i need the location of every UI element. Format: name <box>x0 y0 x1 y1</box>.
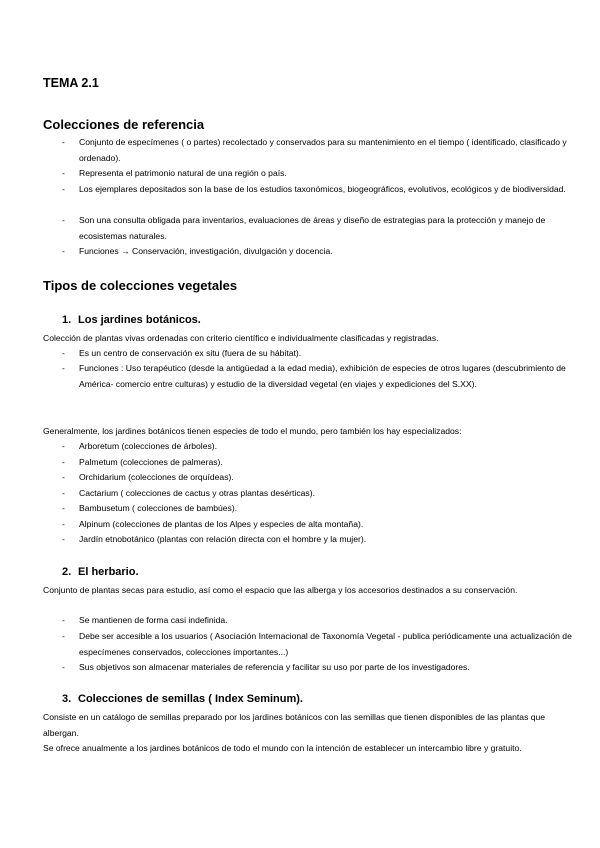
bullet-dash: - <box>62 168 65 178</box>
list-item: Son una consulta obligada para inventarios, evaluaciones de áreas y diseño de estrategias para la protección y manejo de ecosistemas naturales. <box>79 215 546 241</box>
list-item: Alpinum (colecciones de plantas de los Alpes y especies de alta montaña). <box>79 519 364 529</box>
bullet-dash: - <box>62 348 65 358</box>
list-item: Palmetum (colecciones de palmeras). <box>79 457 223 467</box>
document-title: TEMA 2.1 <box>43 76 99 90</box>
bullet-dash: - <box>62 631 65 641</box>
subsection-heading-jardines <box>62 314 201 326</box>
list-item: Debe ser accesible a los usuarios ( Asociación Internacional de Taxonomía Vegetal - publica periódicamente una actualización de especímenes conservados, colecciones importantes...) <box>79 631 572 657</box>
list-item: Se mantienen de forma casi indefinida. <box>79 615 228 625</box>
bullet-dash: - <box>62 503 65 513</box>
subsection-heading-semillas <box>62 693 303 705</box>
section-heading-referencia: Colecciones de referencia <box>43 117 205 132</box>
bullet-dash: - <box>62 457 65 467</box>
bullet-dash: - <box>62 363 65 373</box>
bullet-dash: - <box>62 215 65 225</box>
bullet-dash: - <box>62 488 65 498</box>
list-item: Jardín etnobotánico (plantas con relación directa con el hombre y la mujer). <box>79 534 367 544</box>
bullet-dash: - <box>62 472 65 482</box>
paragraph: Consiste en un catálogo de semillas preparado por los jardines botánicos con las semillas que tienen disponibles de las plantas que albergan. <box>43 712 546 738</box>
bullet-dash: - <box>62 534 65 544</box>
list-item: Orchidarium (colecciones de orquídeas). <box>79 472 234 482</box>
paragraph: Colección de plantas vivas ordenadas con criterio científico e individualmente clasificadas y registradas. <box>43 333 439 343</box>
paragraph: Generalmente, los jardines botánicos tienen especies de todo el mundo, pero también los hay especializados: <box>43 426 462 436</box>
list-item: Funciones → Conservación, investigación, divulgación y docencia. <box>79 246 333 256</box>
subsection-title: Colecciones de semillas ( Index Seminum). <box>78 693 303 705</box>
bullet-dash: - <box>62 137 65 147</box>
section-heading-tipos: Tipos de colecciones vegetales <box>43 278 238 293</box>
subsection-title: Los jardines botánicos. <box>78 314 201 326</box>
list-item: Los ejemplares depositados son la base de los estudios taxonómicos, biogeográficos, evolutivos, ecológicos y de biodiversidad. <box>79 184 566 194</box>
list-item: Representa el patrimonio natural de una región o país. <box>79 168 287 178</box>
paragraph: Se ofrece anualmente a los jardines botánicos de todo el mundo con la intención de establecer un intercambio libre y gratuito. <box>43 743 522 753</box>
bullet-dash: - <box>62 662 65 672</box>
bullet-dash: - <box>62 184 65 194</box>
subsection-heading-herbario <box>62 566 139 578</box>
bullet-dash: - <box>62 615 65 625</box>
list-item: Sus objetivos son almacenar materiales de referencia y facilitar su uso por parte de los investigadores. <box>79 662 470 672</box>
subsection-title: El herbario. <box>78 566 139 578</box>
list-item: Cactarium ( colecciones de cactus y otras plantas desérticas). <box>79 488 315 498</box>
list-item: Funciones : Uso terapéutico (desde la antigüedad a la edad media), exhibición de especies de otros lugares (descubrimiento de América- comercio entre culturas) y estudio de la diversidad vegetal (en viajes y expediciones del S.XX). <box>79 363 566 389</box>
list-item: Es un centro de conservación ex situ (fuera de su hábitat). <box>79 348 302 358</box>
list-item: Conjunto de especímenes ( o partes) recolectado y conservados para su mantenimiento en el tiempo ( identificado, clasificado y ordenado). <box>79 137 567 163</box>
bullet-dash: - <box>62 519 65 529</box>
bullet-dash: - <box>62 441 65 451</box>
bullet-dash: - <box>62 246 65 256</box>
list-item: Arboretum (colecciones de árboles). <box>79 441 218 451</box>
subsection-number: 1. <box>62 314 72 326</box>
subsection-number: 2. <box>62 566 72 578</box>
paragraph: Conjunto de plantas secas para estudio, así como el espacio que las alberga y los accesorios destinados a su conservación. <box>43 585 518 595</box>
subsection-number: 3. <box>62 693 72 705</box>
list-item: Bambusetum ( colecciones de bambúes). <box>79 503 238 513</box>
